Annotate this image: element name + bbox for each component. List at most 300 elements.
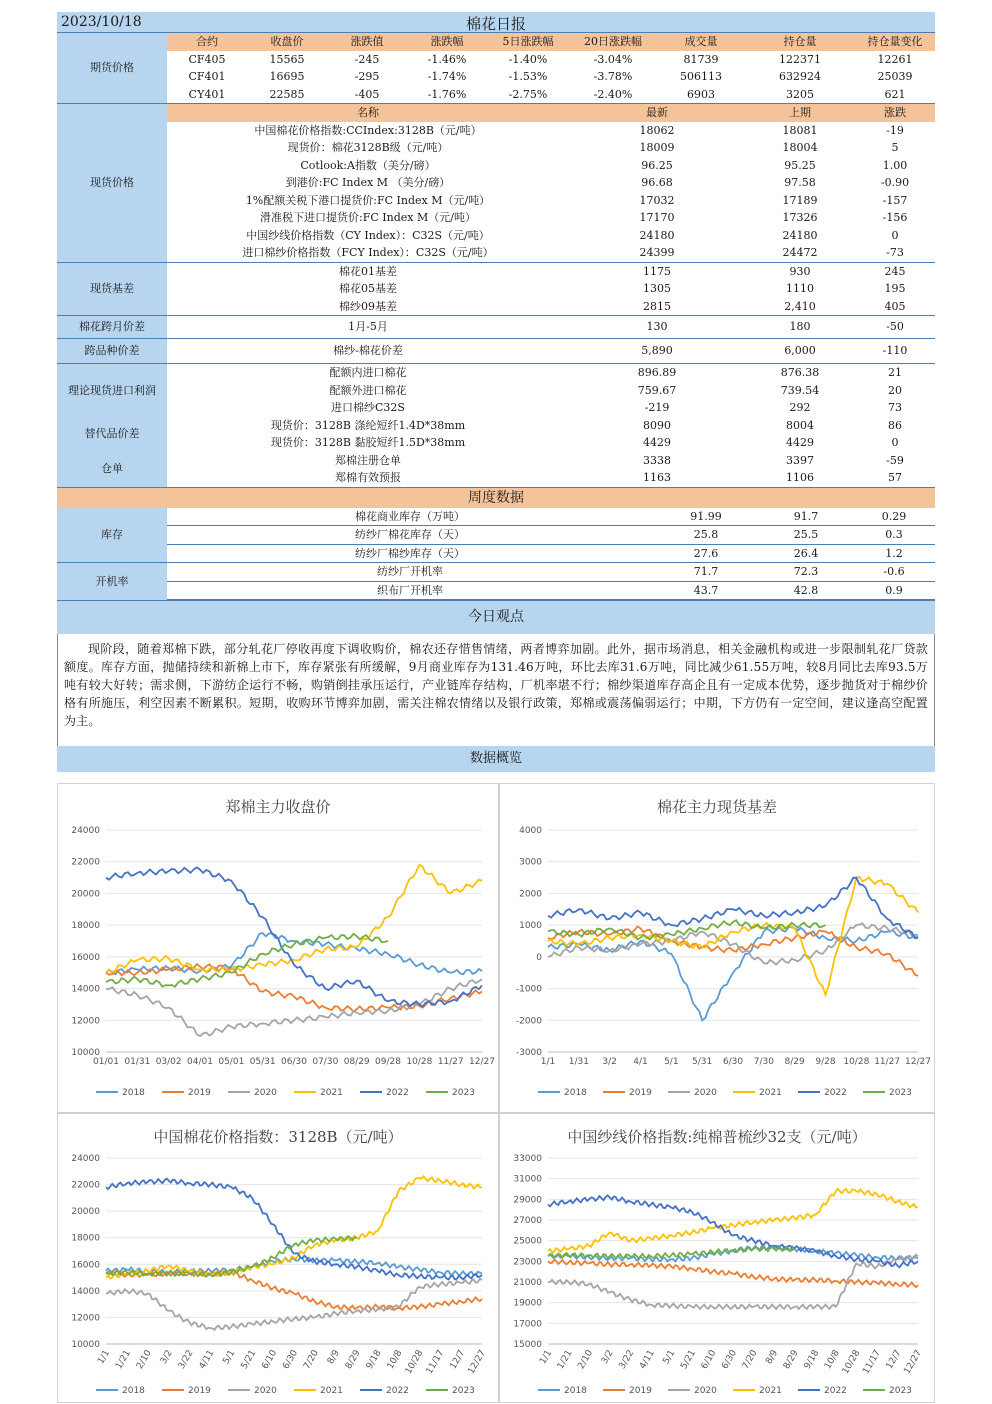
chart-cy-index: [499, 1113, 935, 1403]
opinion-text: 现阶段，随着郑棉下跌，部分轧花厂停收再度下调收购价，棉农还存惜售情绪，两者博弈加剧。此外，据市场消息，相关金融机构或进一步限制轧花厂贷款额度。库存方面，抛储持续和新棉上市下，库存紧张有所缓解，9月商业库存为131.46万吨，环比去库31.6万吨，同比减少61.55万吨，较8月同比去库93.5万吨有较大好转；需求侧，下游纺企运行不畅，购销倒挂承压运行，产业链库存结构，厂机率堪不行；棉纱渠道库存高企且有一定成本优势，逐步抛货对于棉纱价格有所施压，利空因素不断累积。短期，收购环节博弈加剧，需关注棉农情绪以及银行政策，郑棉或震荡偏弱运行；中期，下方仍有一定空间，建议逢高空配置为主。: [57, 634, 935, 746]
legend-label: 2023: [889, 1088, 912, 1098]
item-prev: 97.58: [784, 176, 816, 189]
chart-zce-close: [57, 783, 499, 1113]
y-tick-label: 21000: [513, 1278, 542, 1288]
futures-cell: -405: [327, 86, 407, 104]
futures-col-header: 持仓量变化: [855, 33, 935, 51]
item-latest: 96.68: [641, 176, 673, 189]
x-tick-label: 3/22: [176, 1348, 196, 1372]
rate-label: 开机率: [57, 563, 167, 600]
cross-label: 跨品种价差: [57, 339, 167, 364]
rate-cell: 织布厂开机率: [167, 581, 653, 600]
series-line-2021: [548, 1189, 918, 1253]
x-tick-label: 7/20: [740, 1348, 760, 1372]
y-tick-label: 25000: [513, 1236, 542, 1247]
legend-label: 2021: [759, 1386, 782, 1396]
item-name: 到港价:FC Index M （美分/磅）: [285, 176, 451, 189]
futures-cell: CF401: [188, 70, 226, 83]
item-prev: 1106: [745, 469, 855, 487]
x-tick-label: 3/2: [158, 1348, 175, 1367]
futures-cell: -1.74%: [427, 70, 467, 83]
item-change: -110: [855, 339, 935, 364]
item-prev: 6,000: [745, 339, 855, 364]
item-latest: 896.89: [637, 366, 677, 379]
futures-col-header: 5日涨跌幅: [487, 33, 569, 51]
item-latest: 4429: [643, 436, 671, 449]
item-latest: 18009: [639, 141, 675, 154]
table-row: [57, 434, 935, 452]
x-tick-label: 6/10: [699, 1348, 719, 1372]
legend-label: 2019: [188, 1088, 211, 1098]
x-tick-label: 6/10: [260, 1348, 280, 1372]
x-tick-label: 6/30: [281, 1348, 301, 1372]
futures-cell: 632924: [779, 70, 821, 83]
item-latest: 96.25: [641, 158, 673, 172]
item-name: 滑准税下进口提货价:FC Index M（元/吨）: [260, 211, 476, 224]
item-change: -156: [882, 211, 908, 224]
basis-label: 现货基差: [57, 262, 167, 316]
x-tick-label: 5/21: [239, 1348, 259, 1372]
series-line-2020: [106, 1279, 482, 1330]
chart-title: 中国纱线价格指数:纯棉普梳纱32支（元/吨）: [567, 1128, 867, 1146]
legend-label: 2018: [564, 1088, 587, 1098]
futures-cell: -2.40%: [569, 86, 657, 104]
series-line-2019: [106, 1270, 482, 1310]
x-tick-label: 7/30: [753, 1057, 774, 1067]
item-prev: 2,410: [745, 298, 855, 316]
inventory-cell: 0.3: [853, 526, 935, 545]
y-tick-label: 24000: [71, 826, 100, 836]
futures-row: [57, 86, 935, 104]
inventory-row: [57, 508, 935, 526]
futures-cell: 15565: [269, 52, 305, 66]
x-tick-label: 04/01: [187, 1057, 213, 1067]
inventory-cell: 0.29: [853, 508, 935, 526]
item-latest: 5,890: [569, 339, 745, 364]
item-name: 郑棉注册仓单: [335, 453, 401, 467]
item-latest: 8090: [643, 418, 671, 432]
x-tick-label: 10/28: [403, 1348, 426, 1376]
x-tick-label: 1/1: [540, 1057, 556, 1067]
x-tick-label: 12/27: [905, 1057, 931, 1067]
table-row: [57, 339, 935, 364]
x-tick-label: 10/28: [406, 1057, 433, 1067]
x-tick-label: 9/18: [364, 1348, 384, 1372]
y-tick-label: 15000: [513, 1340, 542, 1350]
futures-row: [57, 68, 935, 86]
item-change: 21: [888, 366, 902, 379]
item-prev: 930: [789, 264, 811, 278]
inventory-cell: 纺纱厂棉纱库存（天）: [167, 544, 653, 563]
y-tick-label: 23000: [513, 1257, 542, 1268]
legend-label: 2019: [188, 1386, 211, 1396]
y-tick-label: 12000: [71, 1016, 100, 1027]
y-tick-label: 4000: [519, 826, 542, 836]
x-tick-label: 05/01: [218, 1057, 245, 1067]
inventory-cell: 25.8: [653, 526, 759, 545]
series-line-2022: [548, 878, 918, 939]
y-tick-label: 19000: [513, 1298, 542, 1309]
item-name: 配额内进口棉花: [329, 366, 407, 379]
x-tick-label: 1/1: [96, 1348, 113, 1367]
futures-cell: -2.75%: [487, 86, 569, 104]
item-change: -157: [882, 193, 908, 207]
x-tick-label: 4/11: [638, 1348, 657, 1372]
item-change: 1.00: [882, 158, 908, 172]
legend-label: 2020: [694, 1088, 717, 1098]
x-tick-label: 01/01: [93, 1057, 119, 1067]
y-tick-label: 20000: [71, 889, 100, 900]
x-tick-label: 12/27: [902, 1348, 925, 1376]
legend-label: 2019: [629, 1386, 652, 1396]
x-tick-label: 5/1: [661, 1348, 678, 1367]
legend-label: 2021: [759, 1088, 782, 1098]
inventory-cell: 27.6: [653, 544, 759, 563]
item-prev: 17326: [782, 211, 818, 224]
x-tick-label: 8/29: [781, 1348, 801, 1372]
substitute-label: 替代品价差: [57, 417, 167, 452]
x-tick-label: 03/02: [155, 1057, 182, 1067]
rate-row: [57, 563, 935, 582]
item-name: 1%配额关税下港口提货价:FC Index M（元/吨）: [245, 193, 491, 207]
x-tick-label: 3/2: [602, 1057, 617, 1067]
item-latest: 130: [569, 316, 745, 339]
futures-cell: 621: [855, 86, 935, 104]
futures-cell: -1.40%: [508, 52, 548, 66]
x-tick-label: 4/1: [633, 1057, 648, 1067]
item-change: -50: [855, 316, 935, 339]
item-latest: 1305: [643, 282, 671, 295]
report-sheet: [57, 12, 935, 772]
x-tick-label: 12/27: [466, 1348, 489, 1376]
item-change: -0.90: [880, 176, 910, 189]
y-tick-label: 10000: [71, 1340, 100, 1350]
item-prev: 1110: [786, 282, 814, 295]
table-row: [57, 174, 935, 192]
rate-cell: 纺纱厂开机率: [167, 563, 653, 582]
table-row: [57, 364, 935, 382]
legend-label: 2022: [824, 1088, 847, 1098]
series-line-2023: [548, 1247, 795, 1259]
table-row: [57, 399, 935, 417]
legend-label: 2023: [889, 1386, 912, 1396]
x-tick-label: 2/10: [135, 1348, 154, 1372]
y-tick-label: 27000: [513, 1216, 542, 1226]
x-tick-label: 8/9: [325, 1348, 342, 1367]
item-name: 棉花05基差: [339, 282, 397, 295]
x-tick-label: 9/18: [802, 1348, 822, 1372]
y-tick-label: -2000: [515, 1016, 542, 1027]
item-prev: 3397: [786, 453, 814, 467]
x-tick-label: 08/29: [343, 1057, 370, 1067]
table-row: [57, 298, 935, 316]
item-change: 405: [855, 298, 935, 316]
legend-label: 2022: [386, 1088, 409, 1098]
inventory-cell: 纺纱厂棉花库存（天）: [167, 526, 653, 545]
legend-label: 2021: [320, 1088, 343, 1098]
x-tick-label: 5/21: [679, 1348, 698, 1372]
inventory-row: [57, 526, 935, 545]
item-name: 现货价：棉花3128B级（元/吨）: [287, 141, 449, 154]
inventory-cell: 棉花商业库存（万吨）: [167, 508, 653, 526]
item-latest: 3338: [643, 453, 671, 467]
futures-cell: 16695: [269, 70, 305, 83]
legend-label: 2018: [122, 1386, 145, 1396]
item-name: Cotlook:A指数（美分/磅）: [300, 158, 436, 172]
y-tick-label: 10000: [71, 1048, 100, 1058]
x-tick-label: 01/31: [124, 1057, 151, 1067]
legend-label: 2022: [386, 1386, 409, 1396]
x-tick-label: 10/8: [823, 1348, 842, 1372]
item-change: 0: [891, 436, 899, 449]
chart-svg: [58, 1114, 500, 1404]
item-latest: 17032: [639, 193, 675, 207]
futures-cell: 12261: [877, 52, 913, 66]
x-tick-label: 9/28: [815, 1057, 836, 1067]
table-row: [57, 139, 935, 157]
item-prev: 95.25: [784, 158, 816, 172]
x-tick-label: 6/30: [720, 1348, 740, 1372]
item-latest: 17170: [639, 211, 675, 224]
y-tick-label: 22000: [71, 1180, 100, 1191]
x-tick-label: 12/7: [448, 1348, 468, 1372]
inventory-cell: 25.5: [759, 526, 853, 545]
report-header: [57, 12, 935, 33]
item-change: 0: [891, 228, 899, 242]
y-tick-label: 17000: [513, 1319, 542, 1330]
y-tick-label: 31000: [513, 1174, 542, 1185]
data-table: [57, 33, 935, 488]
item-latest: -219: [644, 401, 670, 414]
inventory-cell: 26.4: [759, 544, 853, 563]
x-tick-label: 6/30: [722, 1057, 744, 1067]
item-prev: 17189: [782, 193, 818, 207]
x-tick-label: 1/31: [568, 1057, 589, 1067]
x-tick-label: 5/1: [221, 1348, 238, 1367]
x-tick-label: 1/21: [114, 1348, 133, 1372]
inventory-label: 库存: [57, 508, 167, 563]
chart-title: 郑棉主力收盘价: [225, 798, 331, 816]
x-tick-label: 8/29: [343, 1348, 363, 1372]
y-tick-label: 33000: [513, 1154, 542, 1164]
charts-area: [57, 783, 935, 1403]
table-row: [57, 316, 935, 339]
item-prev: 876.38: [780, 366, 820, 379]
x-tick-label: 7/20: [302, 1348, 321, 1372]
x-tick-label: 1/1: [538, 1348, 555, 1367]
x-tick-label: 10/8: [385, 1348, 405, 1372]
y-tick-label: 18000: [71, 1233, 100, 1244]
legend-label: 2018: [564, 1386, 587, 1396]
futures-cell: 3205: [745, 86, 855, 104]
table-row: [57, 209, 935, 227]
y-tick-label: 29000: [513, 1195, 542, 1206]
item-name: 进口棉纱C32S: [331, 401, 405, 414]
legend-label: 2020: [254, 1386, 277, 1396]
item-latest: 1163: [569, 469, 745, 487]
table-row: [57, 227, 935, 245]
futures-cell: -245: [354, 52, 380, 66]
item-change: 73: [888, 401, 902, 414]
futures-cell: 81739: [683, 52, 719, 66]
futures-cell: CY401: [167, 86, 247, 104]
legend-label: 2018: [122, 1088, 145, 1098]
rate-cell: 42.8: [759, 581, 853, 600]
futures-cell: 25039: [877, 70, 913, 83]
table-row: [57, 469, 935, 487]
item-prev: 180: [745, 316, 855, 339]
table-row: [57, 244, 935, 262]
series-line-2021: [548, 877, 918, 995]
inventory-row: [57, 544, 935, 563]
table-row: [57, 417, 935, 435]
futures-label: 期货价格: [57, 33, 167, 104]
futures-cell: -1.46%: [427, 52, 467, 66]
item-latest: 1175: [643, 264, 671, 278]
futures-cell: -3.04%: [593, 52, 633, 66]
chart-title: 棉花主力现货基差: [656, 798, 777, 816]
item-prev: 24180: [782, 228, 818, 242]
y-tick-label: 14000: [71, 984, 100, 995]
inventory-cell: 1.2: [853, 544, 935, 563]
item-change: 57: [855, 469, 935, 487]
item-change: 20: [888, 383, 902, 397]
spread-label: 棉花跨月价差: [57, 316, 167, 339]
table-row: [57, 280, 935, 298]
item-change: 86: [888, 418, 902, 432]
x-tick-label: 11/27: [874, 1057, 901, 1067]
x-tick-label: 11/17: [861, 1348, 883, 1376]
table-row: [57, 262, 935, 280]
legend-label: 2022: [824, 1386, 847, 1396]
futures-header-row: [57, 33, 935, 51]
chart-basis: [499, 783, 935, 1113]
import-profit-label: 理论现货进口利润: [57, 364, 167, 417]
legend-label: 2023: [452, 1386, 475, 1396]
y-tick-label: 16000: [71, 1260, 100, 1271]
futures-cell: 506113: [680, 70, 722, 83]
y-tick-label: 20000: [71, 1207, 100, 1218]
futures-col-header: 合约: [167, 33, 247, 51]
item-latest: 759.67: [637, 383, 677, 397]
x-tick-label: 8/9: [764, 1348, 781, 1367]
rate-cell: 43.7: [653, 581, 759, 600]
spot-col-prev: 上期: [745, 104, 855, 122]
item-change: -19: [886, 123, 904, 137]
item-name: 棉纱09基差: [167, 298, 569, 316]
item-name: 1月-5月: [167, 316, 569, 339]
futures-cell: -1.53%: [508, 70, 548, 83]
futures-col-header: 持仓量: [745, 33, 855, 51]
x-tick-label: 06/30: [281, 1057, 307, 1067]
futures-cell: -1.76%: [407, 86, 487, 104]
x-tick-label: 5/31: [692, 1057, 713, 1067]
futures-cell: 122371: [779, 52, 821, 66]
x-tick-label: 09/28: [375, 1057, 401, 1067]
item-latest: 24399: [569, 244, 745, 262]
y-tick-label: 2000: [519, 889, 542, 900]
x-tick-label: 1/21: [555, 1348, 575, 1372]
series-line-2019: [106, 964, 482, 1012]
y-tick-label: -1000: [515, 984, 542, 995]
futures-col-header: 涨跌值: [327, 33, 407, 51]
table-row: [57, 192, 935, 210]
item-change: -59: [886, 453, 904, 467]
x-tick-label: 11/27: [437, 1057, 464, 1067]
item-prev: 4429: [786, 436, 814, 449]
item-prev: 18004: [782, 141, 818, 154]
opinion-title: 今日观点: [57, 600, 935, 634]
legend-label: 2020: [694, 1386, 717, 1396]
item-change: -73: [855, 244, 935, 262]
inventory-cell: 91.99: [653, 508, 759, 526]
legend-label: 2019: [629, 1088, 652, 1098]
item-latest: 18062: [639, 123, 675, 137]
futures-cell: -295: [354, 70, 380, 83]
table-row: [57, 452, 935, 470]
futures-row: [57, 51, 935, 69]
weekly-title: 周度数据: [57, 488, 935, 508]
table-row: [57, 382, 935, 400]
x-tick-label: 4/11: [197, 1348, 217, 1372]
series-line-2021: [106, 1176, 482, 1278]
item-change: 195: [884, 282, 906, 295]
item-name: 现货价：3128B 涤纶短纤1.4D*38mm: [270, 418, 466, 432]
y-tick-label: -3000: [515, 1048, 542, 1058]
item-prev: 739.54: [780, 383, 820, 397]
chart-svg: [500, 784, 936, 1114]
futures-cell: 6903: [657, 86, 745, 104]
x-tick-label: 3/22: [617, 1348, 637, 1372]
y-tick-label: 12000: [71, 1313, 100, 1324]
x-tick-label: 12/27: [469, 1057, 495, 1067]
report-date: 2023/10/18: [61, 14, 142, 30]
series-line-2020: [548, 923, 918, 964]
item-change: 5: [891, 141, 899, 154]
spot-col-name: 名称: [167, 104, 569, 122]
item-latest: 24180: [639, 228, 675, 242]
y-tick-label: 16000: [71, 952, 100, 963]
item-latest: 2815: [569, 298, 745, 316]
x-tick-label: 5/1: [664, 1057, 679, 1067]
rate-row: [57, 581, 935, 600]
item-name: 中国棉花价格指数:CCIndex:3128B（元/吨）: [254, 123, 482, 137]
report-title: 棉花日报: [465, 15, 526, 33]
x-tick-label: 11/17: [424, 1348, 447, 1376]
table-row: [57, 157, 935, 175]
legend-label: 2021: [320, 1386, 343, 1396]
x-tick-label: 10/28: [843, 1057, 870, 1067]
x-tick-label: 3/2: [599, 1348, 616, 1367]
rate-cell: 71.7: [653, 563, 759, 582]
inventory-cell: 91.7: [759, 508, 853, 526]
item-name: 棉纱-棉花价差: [167, 339, 569, 364]
warehouse-label: 仓单: [57, 452, 167, 488]
rate-cell: -0.6: [853, 563, 935, 582]
item-name: 郑棉有效预报: [167, 469, 569, 487]
chart-svg: [500, 1114, 936, 1404]
item-prev: 8004: [786, 418, 814, 432]
spot-col-latest: 最新: [569, 104, 745, 122]
item-name: 进口棉纱价格指数（FCY Index）：C32S（元/吨）: [167, 244, 569, 262]
futures-col-header: 成交量: [657, 33, 745, 51]
item-prev: 18081: [782, 123, 818, 137]
item-name: 现货价：3128B 黏胶短纤1.5D*38mm: [270, 436, 466, 449]
x-tick-label: 12/7: [884, 1348, 904, 1372]
item-name: 棉花01基差: [339, 264, 397, 278]
x-tick-label: 2/10: [576, 1348, 596, 1372]
chart-svg: [58, 784, 500, 1114]
